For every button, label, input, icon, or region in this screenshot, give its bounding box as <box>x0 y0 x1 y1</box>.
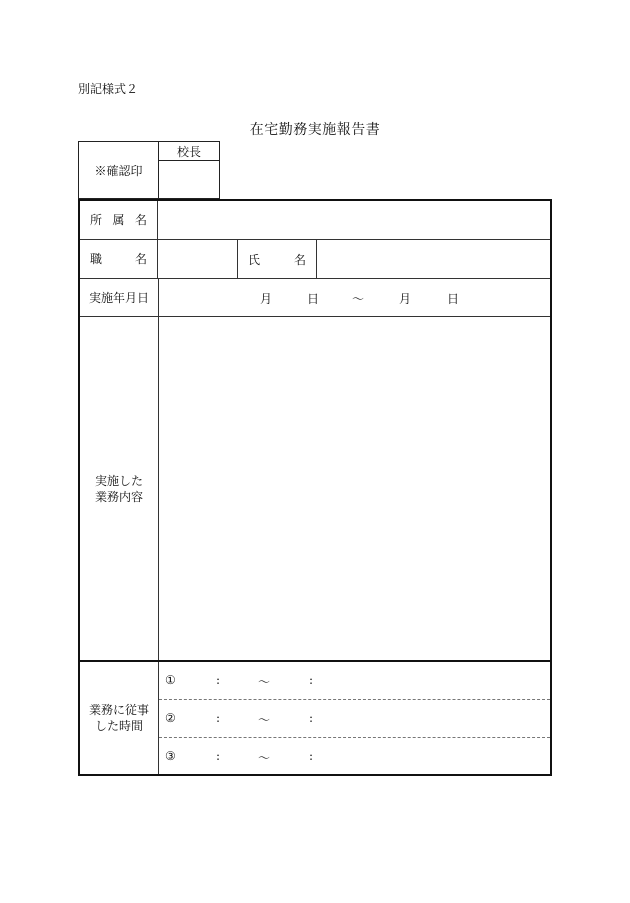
tilde: ～ <box>258 751 271 765</box>
position-field[interactable] <box>159 240 237 278</box>
affiliation-row <box>80 201 550 240</box>
date-row <box>80 279 550 317</box>
name-field[interactable] <box>317 240 550 278</box>
affiliation-label <box>80 201 158 239</box>
position-char-1: 職 <box>90 252 103 266</box>
slot-number: ③ <box>165 749 176 763</box>
colon: : <box>216 749 221 763</box>
tilde: ～ <box>258 713 271 727</box>
report-form <box>78 199 552 776</box>
content-label <box>80 317 159 660</box>
day-1: 日 <box>307 292 320 306</box>
stamp-label: ※確認印 <box>79 142 159 199</box>
hours-label-line-1: 業務に従事 <box>88 703 149 717</box>
month-1: 月 <box>260 292 273 306</box>
hours-slot-2[interactable] <box>159 700 550 738</box>
form-id: 別記様式２ <box>78 82 139 96</box>
name-char-2: 名 <box>293 252 306 267</box>
position-name-row <box>80 240 550 279</box>
principal-header: 校長 <box>158 142 220 161</box>
date-tilde: ～ <box>352 292 365 306</box>
content-label-line-1: 実施した <box>94 473 143 488</box>
tilde: ～ <box>258 675 271 689</box>
name-label <box>238 240 316 278</box>
content-row <box>80 317 550 662</box>
position-char-2: 名 <box>134 252 147 266</box>
colon: : <box>216 673 221 687</box>
content-label-line-2: 業務内容 <box>94 489 143 504</box>
position-label <box>80 240 158 278</box>
hours-row <box>80 662 550 774</box>
document-title: 在宅勤務実施報告書 <box>249 122 381 138</box>
principal-stamp-cell[interactable] <box>158 161 220 199</box>
content-field[interactable] <box>159 317 550 660</box>
hours-label-line-2: した時間 <box>94 719 143 733</box>
hours-slot-3[interactable] <box>159 738 550 774</box>
colon: : <box>309 749 314 763</box>
colon: : <box>216 711 221 725</box>
affiliation-char-1: 所 <box>90 213 103 227</box>
affiliation-char-2: 属 <box>112 213 125 227</box>
colon: : <box>309 673 314 687</box>
slot-number: ① <box>165 673 176 687</box>
stamp-box <box>78 141 220 199</box>
affiliation-char-3: 名 <box>134 213 147 227</box>
colon: : <box>309 711 314 725</box>
name-char-1: 氏 <box>248 252 261 267</box>
month-2: 月 <box>399 292 412 306</box>
hours-label <box>80 662 159 774</box>
day-2: 日 <box>447 292 460 306</box>
hours-slot-1[interactable] <box>159 662 550 700</box>
slot-number: ② <box>165 711 176 725</box>
affiliation-field[interactable] <box>159 201 550 239</box>
date-label: 実施年月日 <box>80 279 159 316</box>
